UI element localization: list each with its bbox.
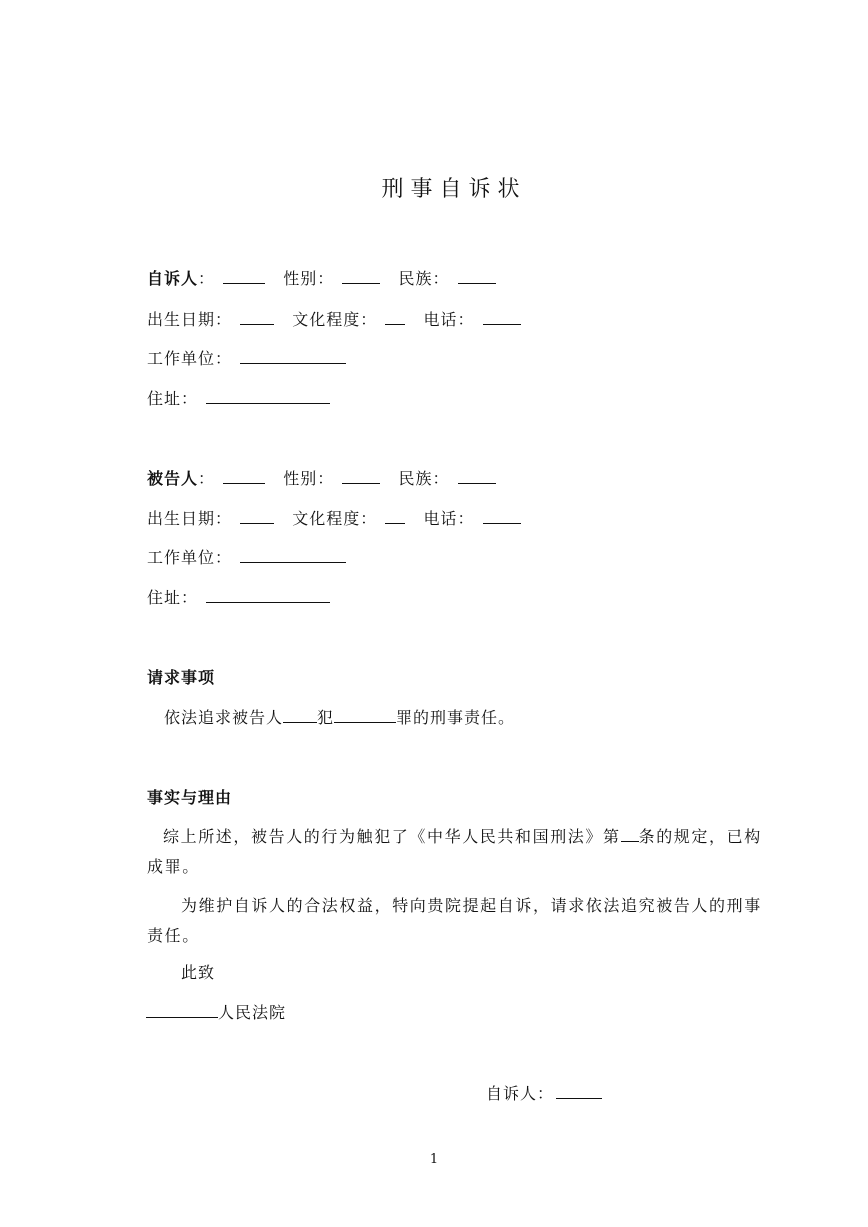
plaintiff-line-4: 住址： xyxy=(147,388,332,410)
defendant-line-2: 出生日期： 文化程度： 电话： xyxy=(147,508,523,530)
defendant-line-4: 住址： xyxy=(147,587,332,609)
defendant-work-blank xyxy=(240,548,346,563)
facts-paragraph-1: 综上所述，被告人的行为触犯了《中华人民共和国刑法》第 条的规定，已构成罪。 xyxy=(147,827,762,876)
claims-crime-blank xyxy=(334,708,396,723)
plaintiff-gender-label: 性别 xyxy=(283,269,318,288)
defendant-education-blank xyxy=(385,509,405,524)
defendant-label: 被告人 xyxy=(147,469,199,488)
defendant-gender-blank xyxy=(342,469,380,484)
signature-blank xyxy=(556,1084,602,1099)
defendant-work-label: 工作单位 xyxy=(147,548,216,567)
court-name-blank xyxy=(146,1003,218,1018)
plaintiff-work-blank xyxy=(240,349,346,364)
document-title: 刑事自诉状 xyxy=(381,177,527,202)
facts-heading: 事实与理由 xyxy=(147,788,233,807)
plaintiff-education-label: 文化程度 xyxy=(292,310,361,329)
court-line: 人民法院 xyxy=(146,1002,286,1024)
plaintiff-address-label: 住址 xyxy=(147,389,182,408)
plaintiff-line-1: 自诉人： 性别： 民族： xyxy=(147,268,498,290)
plaintiff-work-label: 工作单位 xyxy=(147,349,216,368)
page-number: 1 xyxy=(429,1152,439,1167)
plaintiff-phone-blank xyxy=(483,310,521,325)
article-number-blank xyxy=(621,827,639,842)
defendant-name-blank xyxy=(223,469,265,484)
plaintiff-education-blank xyxy=(385,310,405,325)
plaintiff-label: 自诉人 xyxy=(147,269,199,288)
defendant-birth-blank xyxy=(240,509,274,524)
claims-defendant-blank xyxy=(283,708,317,723)
defendant-birth-label: 出生日期 xyxy=(147,509,216,528)
claims-heading: 请求事项 xyxy=(147,668,216,687)
facts-paragraph-2: 为维护自诉人的合法权益，特向贵院提起自诉，请求依法追究被告人的刑事责任。 xyxy=(147,896,762,945)
defendant-phone-label: 电话 xyxy=(423,509,458,528)
defendant-address-label: 住址 xyxy=(147,588,182,607)
plaintiff-phone-label: 电话 xyxy=(423,310,458,329)
plaintiff-line-3: 工作单位： xyxy=(147,348,348,370)
plaintiff-address-blank xyxy=(206,389,330,404)
defendant-education-label: 文化程度 xyxy=(292,509,361,528)
plaintiff-birth-blank xyxy=(240,310,274,325)
closing-text: 此致 xyxy=(181,963,216,982)
defendant-line-3: 工作单位： xyxy=(147,547,348,569)
plaintiff-birth-label: 出生日期 xyxy=(147,310,216,329)
defendant-ethnicity-blank xyxy=(458,469,496,484)
claims-text: 依法追求被告人 犯 罪的刑事责任。 xyxy=(164,708,516,727)
defendant-line-1: 被告人： 性别： 民族： xyxy=(147,468,498,490)
defendant-address-blank xyxy=(206,588,330,603)
plaintiff-name-blank xyxy=(223,269,265,284)
defendant-ethnicity-label: 民族 xyxy=(398,469,433,488)
plaintiff-ethnicity-blank xyxy=(458,269,496,284)
plaintiff-line-2: 出生日期： 文化程度： 电话： xyxy=(147,309,523,331)
defendant-gender-label: 性别 xyxy=(283,469,318,488)
signature-line: 自诉人： xyxy=(486,1083,604,1105)
plaintiff-ethnicity-label: 民族 xyxy=(398,269,433,288)
defendant-phone-blank xyxy=(483,509,521,524)
plaintiff-gender-blank xyxy=(342,269,380,284)
